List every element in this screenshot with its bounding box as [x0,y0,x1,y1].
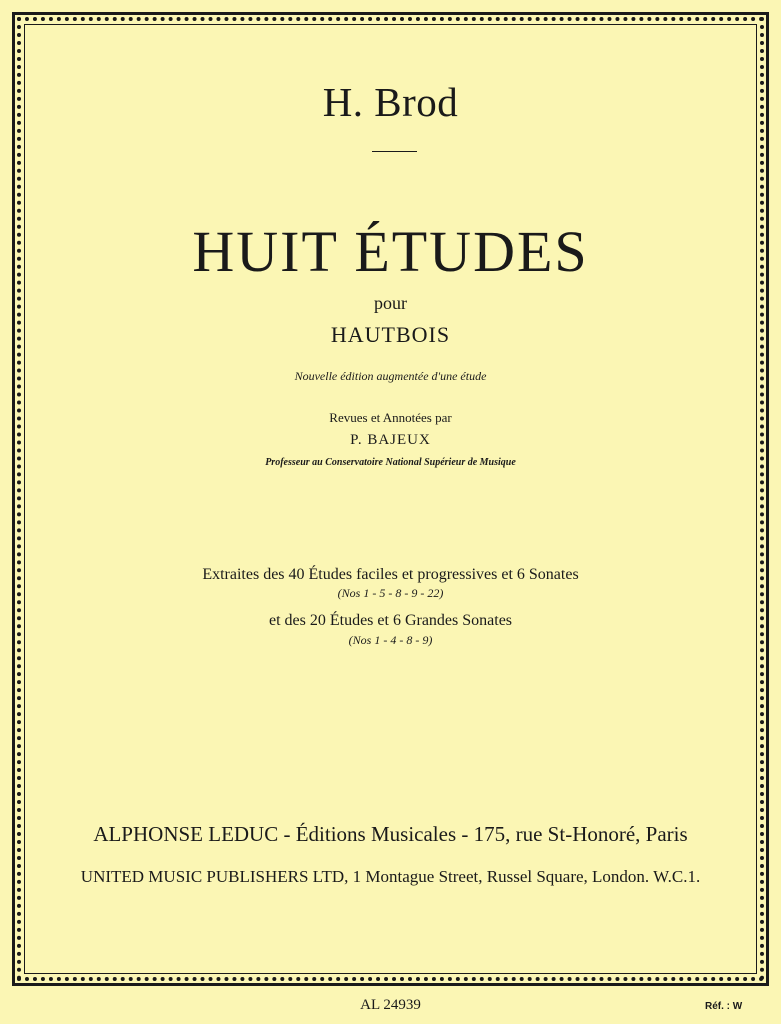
edition-note: Nouvelle édition augmentée d'une étude [294,369,487,383]
publisher-line-1: ALPHONSE LEDUC - Éditions Musicales - 175, rue St-Honoré, Paris [93,822,688,846]
composer-name: H. Brod [322,79,459,125]
editor-name: P. BAJEUX [350,432,431,448]
extract-line-2: et des 20 Études et 6 Grandes Sonates [268,612,513,629]
revised-by-label: Revues et Annotées par [329,410,452,425]
extract-line-1: Extraites des 40 Études faciles et progressives et 6 Sonates [202,566,579,583]
instrument-name: HAUTBOIS [330,322,451,347]
pour-label: pour [374,293,407,313]
publisher-line-2: UNITED MUSIC PUBLISHERS LTD, 1 Montague Street, Russel Square, London. W.C.1. [80,867,701,886]
editor-title: Professeur au Conservatoire National Supérieur de Musique [265,457,516,468]
reference-mark: Réf. : W [705,1001,743,1012]
page-title: HUIT ÉTUDES [192,219,589,284]
extract-line-1-numbers: (Nos 1 - 5 - 8 - 9 - 22) [337,586,444,600]
extract-line-2-numbers: (Nos 1 - 4 - 8 - 9) [348,633,433,647]
title-divider [372,151,417,152]
catalog-number: AL 24939 [360,997,421,1013]
